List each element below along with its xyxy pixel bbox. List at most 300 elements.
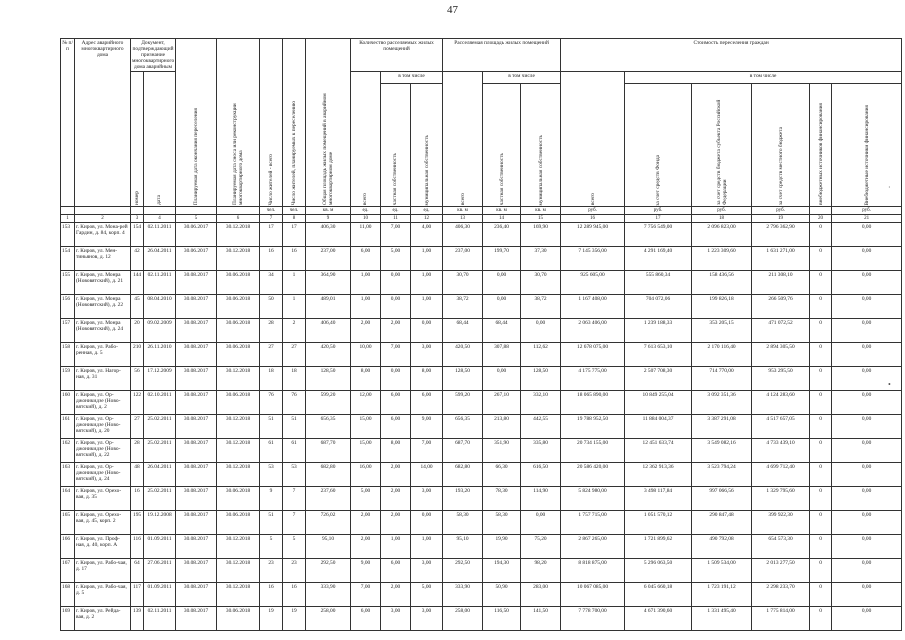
cell-p2: 30.06.2018 [217,271,260,295]
cell-n: 166 [61,535,75,559]
cell-u2: 0,00 [381,271,411,295]
cell-c6: 0,00 [832,271,902,295]
cell-addr: г. Киров, ул. Монра (Нововятский), д. 24 [75,319,131,343]
header-rooms-group: Количество расселяемых жилых помещений [351,39,443,72]
cell-c3: 1 723 191,12 [692,583,752,607]
unit-cell: руб. [625,207,692,215]
unit-cell: ед. [381,207,411,215]
cell-date: 02.10.2011 [144,391,176,415]
cell-p2: 30.06.2018 [217,295,260,319]
cell-p2: 30.12.2018 [217,415,260,439]
cell-a1: 68,44 [443,319,483,343]
cell-c1: 10 067 085,00 [561,583,625,607]
cell-c1: 20 586 420,00 [561,463,625,487]
column-number-cell: 17 [625,215,692,223]
cell-c6: 0,00 [832,295,902,319]
cell-num: 144 [131,271,144,295]
cell-p2: 30.12.2018 [217,223,260,247]
cell-area: 420,50 [306,343,351,367]
cell-a1: 656,35 [443,415,483,439]
table-row [61,367,902,391]
cell-addr: г. Киров, ул. Рабо-чая, д. 17 [75,559,131,583]
cell-area: 364,90 [306,271,351,295]
cell-u3: 1,00 [411,247,443,271]
column-number-cell: 5 [176,215,217,223]
cell-c6: 0,00 [832,463,902,487]
cell-p2: 30.12.2018 [217,559,260,583]
cell-num: 16 [131,487,144,511]
cell-addr: г. Киров, ул. Проф-ная, д. 40, корп. А [75,535,131,559]
cell-c2: 6 045 660,18 [625,583,692,607]
unit-cell: кв. м [483,207,521,215]
cell-r1: 28 [260,319,283,343]
cell-p1: 30.08.2017 [176,391,217,415]
header-cost-regional: за счет средств бюджета субъекта Российской Федерации [692,84,752,207]
table-row [61,415,902,439]
cell-addr: г. Киров, ул. Ор-джоникидзе (Ново-вятский), д. 22 [75,439,131,463]
cell-c2: 12 362 913,36 [625,463,692,487]
cell-u3: 3,00 [411,343,443,367]
cell-area: 237,60 [306,487,351,511]
cell-u1: 6,00 [351,607,381,631]
cell-addr: г. Киров, ул. Мен-тиньянов, д. 12 [75,247,131,271]
cell-p1: 30.08.2017 [176,607,217,631]
cell-c1: 1 167 408,00 [561,295,625,319]
cell-u1: 10,00 [351,343,381,367]
cell-a3: 283,00 [521,583,561,607]
table-body [61,223,902,631]
cell-c2: 555 860,34 [625,271,692,295]
cell-area: 599,20 [306,391,351,415]
header-cost-extra-sources: Внебюджетные источники финансирования [832,84,902,207]
cell-r1: 5 [260,535,283,559]
cell-area: 682,80 [306,463,351,487]
cell-a2: 0,00 [483,271,521,295]
cell-c6: 0,00 [832,367,902,391]
cell-c5: 0 [810,391,832,415]
cell-num: 27 [131,415,144,439]
cell-r1: 9 [260,487,283,511]
cell-u1: 15,00 [351,439,381,463]
cell-n: 154 [61,247,75,271]
cell-addr: г. Киров, ул. Ор-джоникидзе (Ново-вятский), д. 24 [75,463,131,487]
cell-p2: 30.12.2018 [217,367,260,391]
cell-r2: 19 [283,607,306,631]
cell-date: 08.04.2010 [144,295,176,319]
column-number-cell: 10 [351,215,381,223]
header-area-municipal: муниципальная собственность [521,84,561,207]
cell-num: 210 [131,343,144,367]
cell-c4: 1 775 814,00 [752,607,810,631]
cell-u3: 1,00 [411,295,443,319]
unit-cell: руб. [561,207,625,215]
cell-a1: 193,20 [443,487,483,511]
cell-n: 156 [61,295,75,319]
header-residents-total: Число жителей - всего [260,39,283,207]
cell-a3: 30,70 [521,271,561,295]
cell-c4: 1 631 271,00 [752,247,810,271]
page-number: 47 [447,4,458,16]
cell-p2: 30.06.2018 [217,487,260,511]
header-rooms-private: частная собственность [381,84,411,207]
cell-u2: 7,00 [381,223,411,247]
cell-u3: 0,00 [411,511,443,535]
unit-cell [217,207,260,215]
cell-c4: 4 124 283,60 [752,391,810,415]
cell-u1: 2,00 [351,535,381,559]
header-doc-date: дата [144,72,176,207]
cell-c3: 1 223 309,60 [692,247,752,271]
cell-c2: 1 051 570,12 [625,511,692,535]
cell-a1: 599,20 [443,391,483,415]
cell-a3: 169,90 [521,223,561,247]
cell-p1: 30.08.2017 [176,535,217,559]
cell-p1: 30.08.2017 [176,343,217,367]
cell-c5: 0 [810,247,832,271]
cell-a3: 0,00 [521,319,561,343]
cell-area: 656,35 [306,415,351,439]
cell-r2: 16 [283,247,306,271]
cell-c1: 2 867 265,00 [561,535,625,559]
cell-r1: 23 [260,559,283,583]
cell-c3: 3 549 082,16 [692,439,752,463]
cell-c2: 12 451 633,74 [625,439,692,463]
cell-c3: 997 066,56 [692,487,752,511]
cell-date: 01.09.2011 [144,583,176,607]
unit-cell: кв. м [443,207,483,215]
cell-u1: 7,00 [351,583,381,607]
cell-c4: 4 733 439,10 [752,439,810,463]
resettlement-table [60,38,902,631]
cell-c2: 4 671 390,60 [625,607,692,631]
cell-a1: 30,70 [443,271,483,295]
table-row [61,583,902,607]
cell-area: 687,70 [306,439,351,463]
cell-area: 489,01 [306,295,351,319]
header-residents-plan: Число жителей, планируемых к переселению [283,39,306,207]
cell-a3: 332,10 [521,391,561,415]
cell-a2: 307,88 [483,343,521,367]
cell-p1: 30.06.2017 [176,223,217,247]
cell-a1: 406,30 [443,223,483,247]
column-number-cell: 7 [260,215,283,223]
cell-r2: 7 [283,487,306,511]
cell-p1: 30.08.2017 [176,439,217,463]
cell-p1: 30.08.2017 [176,295,217,319]
cell-a2: 0,00 [483,295,521,319]
cell-addr: г. Киров, ул. Ор-джоникидзе (Ново-вятский), д. 20 [75,415,131,439]
cell-c6: 0,00 [832,535,902,559]
header-cost-extra: внебюджетных источников финансирования [810,84,832,207]
cell-c6: 0,00 [832,487,902,511]
cell-r2: 17 [283,223,306,247]
cell-c2: 3 498 117,84 [625,487,692,511]
cell-u2: 7,00 [381,343,411,367]
cell-r2: 5 [283,535,306,559]
cell-num: 45 [131,295,144,319]
cell-r1: 19 [260,607,283,631]
cell-num: 195 [131,511,144,535]
column-number-cell: 19 [752,215,810,223]
cell-c5: 0 [810,487,832,511]
cell-a3: 335,80 [521,439,561,463]
header-rooms-municipal: муниципальная собственность [411,84,443,207]
cell-c5: 0 [810,439,832,463]
cell-a3: 616,50 [521,463,561,487]
column-number-cell: 15 [521,215,561,223]
cell-c6: 0,00 [832,511,902,535]
cell-a2: 19,90 [483,535,521,559]
cell-r2: 27 [283,343,306,367]
column-number-cell: 12 [411,215,443,223]
unit-cell [810,207,832,215]
cell-area: 95,10 [306,535,351,559]
cell-c1: 19 788 952,50 [561,415,625,439]
table-row [61,391,902,415]
cell-a1: 292,50 [443,559,483,583]
cell-num: 48 [131,463,144,487]
cell-a3: 0,00 [521,511,561,535]
cell-a1: 237,00 [443,247,483,271]
cell-c5: 0 [810,535,832,559]
cell-n: 167 [61,559,75,583]
cell-u2: 2,00 [381,487,411,511]
cell-u2: 6,00 [381,391,411,415]
cell-p1: 30.08.2017 [176,367,217,391]
cell-c3: 353 205,15 [692,319,752,343]
header-area-including: в том числе [483,72,561,84]
cell-c1: 925 605,00 [561,271,625,295]
cell-a2: 199,70 [483,247,521,271]
table-row [61,511,902,535]
cell-r1: 61 [260,439,283,463]
cell-u2: 6,00 [381,415,411,439]
cell-addr: г. Киров, ул. Монра (Нововятский), д. 21 [75,271,131,295]
cell-c1: 12 289 945,00 [561,223,625,247]
cell-c3: 3 523 794,24 [692,463,752,487]
cell-a2: 68,44 [483,319,521,343]
cell-a1: 38,72 [443,295,483,319]
table-row [61,535,902,559]
cell-c4: 2 894 305,50 [752,343,810,367]
cell-c2: 4 291 169,40 [625,247,692,271]
cell-c2: 1 239 188,33 [625,319,692,343]
cell-c1: 8 818 875,00 [561,559,625,583]
unit-cell: руб. [692,207,752,215]
header-address: Адрес аварийного многоквартирного дома [75,39,131,207]
cell-c4: 471 072,52 [752,319,810,343]
cell-a2: 50,90 [483,583,521,607]
cell-num: 64 [131,559,144,583]
cell-addr: г. Киров, ул. Рейда-вая, д. 2 [75,607,131,631]
cell-c6: 0,00 [832,439,902,463]
cell-num: 20 [131,319,144,343]
cell-n: 158 [61,343,75,367]
header-cost-including: в том числе [625,72,902,84]
column-number-cell: 13 [443,215,483,223]
cell-r1: 53 [260,463,283,487]
cell-c4: 266 509,76 [752,295,810,319]
header-doc-num: номер [131,72,144,207]
cell-r2: 16 [283,583,306,607]
header-emergency-area: Общая площадь жилых помещений в аварийном многоквартирном доме [306,39,351,207]
cell-area: 128,50 [306,367,351,391]
cell-a1: 420,50 [443,343,483,367]
column-number-cell: 1 [61,215,75,223]
cell-a3: 38,72 [521,295,561,319]
cell-u2: 3,00 [381,607,411,631]
cell-r1: 51 [260,415,283,439]
cell-a2: 267,10 [483,391,521,415]
resettlement-table-wrapper [60,38,872,621]
cell-c5: 0 [810,271,832,295]
unit-cell [176,207,217,215]
cell-c5: 0 [810,583,832,607]
column-number-cell: 3 [131,215,144,223]
cell-u3: 1,00 [411,271,443,295]
cell-a1: 258,00 [443,607,483,631]
cell-n: 153 [61,223,75,247]
cell-c6: 0,00 [832,607,902,631]
cell-a1: 687,70 [443,439,483,463]
cell-r1: 18 [260,367,283,391]
cell-u1: 8,00 [351,367,381,391]
cell-u2: 0,00 [381,367,411,391]
cell-u2: 6,00 [381,559,411,583]
header-rn: № п/п [61,39,75,207]
cell-num: 42 [131,247,144,271]
cell-c5: 0 [810,559,832,583]
column-number-cell: 9 [306,215,351,223]
table-row [61,223,902,247]
cell-u1: 6,00 [351,247,381,271]
cell-p2: 30.12.2018 [217,583,260,607]
header-cost-group: Стоимость переселения граждан [561,39,902,72]
cell-num: 56 [131,367,144,391]
cell-c3: 199 826,18 [692,295,752,319]
cell-addr: г. Киров, ул. Орехо-вая, д. 45, корп. 2 [75,511,131,535]
unit-cell: кв. м [306,207,351,215]
cell-area: 292,50 [306,559,351,583]
cell-n: 161 [61,415,75,439]
cell-r2: 7 [283,511,306,535]
cell-r1: 17 [260,223,283,247]
cell-u2: 2,00 [381,319,411,343]
cell-num: 28 [131,439,144,463]
cell-a2: 58,30 [483,511,521,535]
cell-n: 155 [61,271,75,295]
cell-r2: 23 [283,559,306,583]
cell-u3: 9,00 [411,415,443,439]
cell-c5: 0 [810,319,832,343]
cell-c6: 0,00 [832,415,902,439]
cell-r2: 61 [283,439,306,463]
unit-cell: чел. [260,207,283,215]
cell-p2: 30.12.2018 [217,439,260,463]
cell-c3: 3 092 351,36 [692,391,752,415]
cell-area: 406,40 [306,319,351,343]
cell-date: 25.02.2011 [144,439,176,463]
header-cost-fund: за счет средств Фонда [625,84,692,207]
cell-c6: 0,00 [832,223,902,247]
margin-mark: • [888,380,891,389]
cell-p2: 30.06.2018 [217,319,260,343]
cell-n: 168 [61,583,75,607]
cell-c3: 714 770,00 [692,367,752,391]
cell-p2: 30.06.2018 [217,343,260,367]
cell-c6: 0,00 [832,583,902,607]
header-cost-total: всего [561,72,625,207]
cell-u1: 5,00 [351,487,381,511]
cell-c3: 2 096 823,00 [692,223,752,247]
cell-a3: 98,20 [521,559,561,583]
cell-date: 02.11.2011 [144,223,176,247]
unit-cell [131,207,144,215]
cell-area: 406,30 [306,223,351,247]
cell-c2: 7 756 549,00 [625,223,692,247]
column-number-cell: 11 [381,215,411,223]
cell-p1: 30.08.2017 [176,463,217,487]
cell-c5: 0 [810,607,832,631]
cell-c4: 211 308,10 [752,271,810,295]
cell-num: 122 [131,391,144,415]
cell-c5: 0 [810,295,832,319]
cell-addr: г. Киров, ул. Нагор-ная, д. 31 [75,367,131,391]
cell-c2: 1 721 899,62 [625,535,692,559]
cell-n: 169 [61,607,75,631]
cell-addr: г. Киров, ул. Мона-рей Гардин, д. 84, корп. 4 [75,223,131,247]
unit-cell: ед. [411,207,443,215]
table-row [61,607,902,631]
cell-n: 165 [61,511,75,535]
cell-date: 02.11.2011 [144,271,176,295]
cell-r1: 76 [260,391,283,415]
cell-c6: 0,00 [832,391,902,415]
cell-c4: 654 573,30 [752,535,810,559]
cell-a3: 141,50 [521,607,561,631]
cell-r1: 34 [260,271,283,295]
cell-n: 160 [61,391,75,415]
cell-area: 333,90 [306,583,351,607]
cell-r2: 1 [283,295,306,319]
cell-c5: 0 [810,223,832,247]
cell-c3: 490 792,08 [692,535,752,559]
column-number-cell: 2 [75,215,131,223]
cell-r1: 16 [260,247,283,271]
cell-u1: 15,00 [351,415,381,439]
cell-p1: 30.08.2017 [176,511,217,535]
cell-c1: 5 824 980,00 [561,487,625,511]
cell-a2: 66,30 [483,463,521,487]
cell-date: 26.04.2011 [144,463,176,487]
header-planned-demolish: Планируемая дата сноса или реконструкции многоквартирного дома [217,39,260,207]
cell-a2: 0,00 [483,367,521,391]
column-numbers-row [61,215,902,223]
cell-date: 25.02.2011 [144,415,176,439]
cell-u3: 3,00 [411,487,443,511]
cell-a1: 128,50 [443,367,483,391]
cell-a3: 128,50 [521,367,561,391]
cell-c2: 10 849 255,04 [625,391,692,415]
cell-u3: 6,00 [411,391,443,415]
cell-addr: г. Киров, ул. Монра (Нововятский), д. 22 [75,295,131,319]
unit-cell: кв. м [521,207,561,215]
cell-u2: 2,00 [381,583,411,607]
cell-c6: 0,00 [832,247,902,271]
cell-u1: 12,00 [351,391,381,415]
cell-c6: 0,00 [832,343,902,367]
header-cost-local: за счет средств местного бюджета [752,84,810,207]
